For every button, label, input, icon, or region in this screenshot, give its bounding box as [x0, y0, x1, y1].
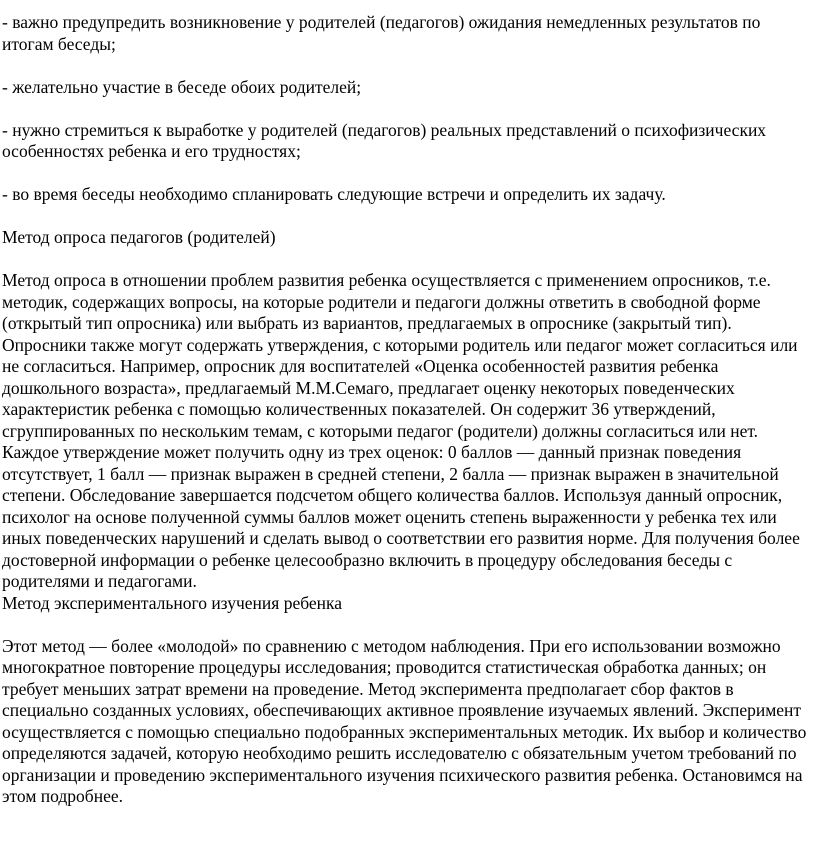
paragraph-gap [2, 98, 808, 120]
paragraph-gap [2, 249, 808, 271]
paragraph-gap [2, 614, 808, 636]
section-heading-survey: Метод опроса педагогов (родителей) [2, 227, 276, 247]
paragraph-gap [2, 206, 808, 228]
section-body-experiment: Этот метод — более «молодой» по сравнению с методом наблюдения. При его использовании возможно многократное повторение процедуры исследования; проводится статистическая обработка данных; он требует меньших затрат времени на проведение. Метод эксперимента предполагает сбор фактов в специально созданных условиях, обеспечивающих активное проявление изучаемых явлений. Эксперимент осуществляется с помощью специально подобранных экспериментальных методик. Их выбор и количество определяются задачей, которую необходимо решить исследователю с обязательным учетом требований по организации и проведению экспериментального изучения психического развития ребенка. Остановимся на этом подробнее. [2, 635, 807, 806]
paragraph-gap [2, 163, 808, 185]
bullet-expectations: - важно предупредить возникновение у родителей (педагогов) ожидания немедленных результатов по итогам беседы; [2, 12, 761, 54]
section-heading-experiment: Метод экспериментального изучения ребенка [2, 592, 343, 613]
section-body-survey: Метод опроса в отношении проблем развития ребенка осуществляется с применением опросников, т.е. методик, содержащих вопросы, на которые родители и педагоги должны ответить в свободной форме (открытый тип опросника) или выбрать из вариантов, предлагаемых в опроснике (закрытый тип). Опросники также могут содержать утверждения, с которыми родитель или педагог может согласиться или не согласиться. Например, опросник для воспитателей «Оценка особенностей развития ребенка дошкольного возраста», предлагаемый М.М.Семаго, предлагает оценку некоторых поведенческих характеристик ребенка с помощью количественных показателей. Он содержит 36 утверждений, сгруппированных по нескольким темам, с которыми педагог (родители) должны согласиться или нет. Каждое утверждение может получить одну из трех оценок: 0 баллов — данный признак поведения отсутствует, 1 балл — признак выражен в средней степени, 2 балла — признак выражен в значительной степени. Обследование завершается подсчетом общего количества баллов. Используя данный опросник, психолог на основе полученной суммы баллов может оценить степень выраженности у ребенка тех или иных поведенческих нарушений и сделать вывод о соответствии его развития норме. Для получения более достоверной информации о ребенке целесообразно включить в процедуру обследования беседы с родителями и педагогами. [2, 270, 800, 591]
bullet-realistic-views: - нужно стремиться к выработке у родителей (педагогов) реальных представлений о психофизических особенностях ребенка и его трудностях; [2, 119, 767, 161]
paragraph-gap [2, 55, 808, 77]
bullet-both-parents: - желательно участие в беседе обоих родителей; [2, 76, 362, 97]
bullet-plan-meetings: - во время беседы необходимо спланировать следующие встречи и определить их задачу. [2, 184, 666, 204]
